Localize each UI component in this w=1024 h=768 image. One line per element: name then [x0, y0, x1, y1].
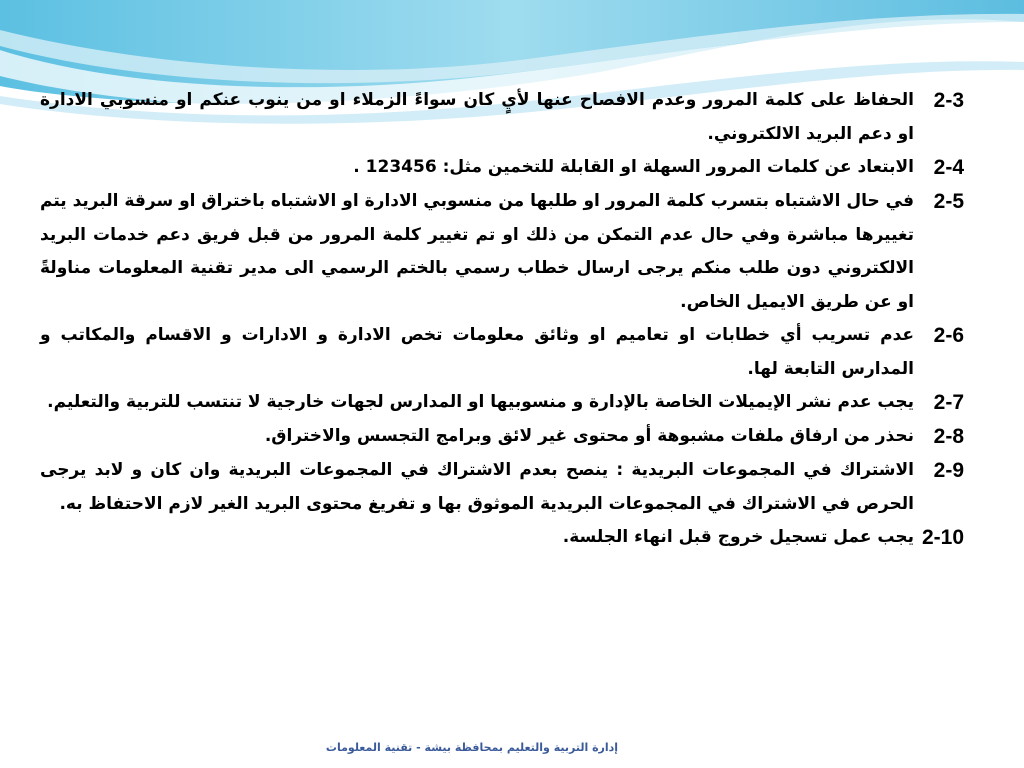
list-item	[40, 386, 964, 420]
item-number: 2-8	[933, 425, 964, 448]
item-text: يجب عدم نشر الإيميلات الخاصة بالإدارة و منسوبيها او المدارس لجهات خارجية لا تنتسب للتربية والتعليم.	[47, 392, 914, 412]
item-number: 2-5	[933, 190, 964, 213]
item-number: 2-9	[933, 459, 964, 482]
item-text: يجب عمل تسجيل خروج قبل انهاء الجلسة.	[562, 527, 914, 547]
item-number: 2-4	[933, 156, 964, 179]
item-number: 2-10	[921, 526, 964, 549]
list-item	[40, 185, 964, 319]
footer-text: إدارة التربية والتعليم بمحافظة بيشة - تقنية المعلومات	[325, 741, 619, 754]
item-text: نحذر من ارفاق ملفات مشبوهة أو محتوى غير لائق وبرامج التجسس والاختراق.	[264, 426, 914, 446]
item-text: في حال الاشتباه بتسرب كلمة المرور او طلبها من منسوبي الادارة او الاشتباه باختراق او سرقة البريد يتم تغييرها مباشرة وفي حال عدم التمكن من ذلك او تم تغيير كلمة المرور من قبل فريق دعم خدمات البريد الالكتروني دون طلب منكم يرجى ارسال خطاب رسمي بالختم الرسمي الى مدير تقنية المعلومات مناولةً او عن طريق الايميل الخاص.	[40, 191, 914, 312]
item-text: الابتعاد عن كلمات المرور السهلة او القابلة للتخمين مثل: 123456 .	[353, 157, 914, 177]
item-text: الحفاظ على كلمة المرور وعدم الافصاح عنها لأيٍ كان سواءً الزملاء او من ينوب عنكم او منسوبي الادارة او دعم البريد الالكتروني.	[40, 90, 914, 144]
list-item	[40, 420, 964, 454]
list-item	[40, 319, 964, 386]
item-text: عدم تسريب أي خطابات او تعاميم او وثائق معلومات تخص الادارة و الادارات و الاقسام والمكاتب و المدارس التابعة لها.	[40, 325, 914, 379]
item-number: 2-6	[933, 324, 964, 347]
item-text: الاشتراك في المجموعات البريدية : ينصح بعدم الاشتراك في المجموعات البريدية وان كان و لابد يرجى الحرص في الاشتراك في المجموعات البريدية الموثوق بها و تفريغ محتوى البريد الغير لازم الاحتفاظ به.	[40, 460, 914, 514]
list-item	[40, 151, 964, 185]
bullet-list	[40, 84, 964, 555]
list-item	[40, 84, 964, 151]
list-item	[40, 454, 964, 521]
list-item	[40, 521, 964, 555]
item-number: 2-7	[933, 391, 964, 414]
item-number: 2-3	[933, 89, 964, 112]
